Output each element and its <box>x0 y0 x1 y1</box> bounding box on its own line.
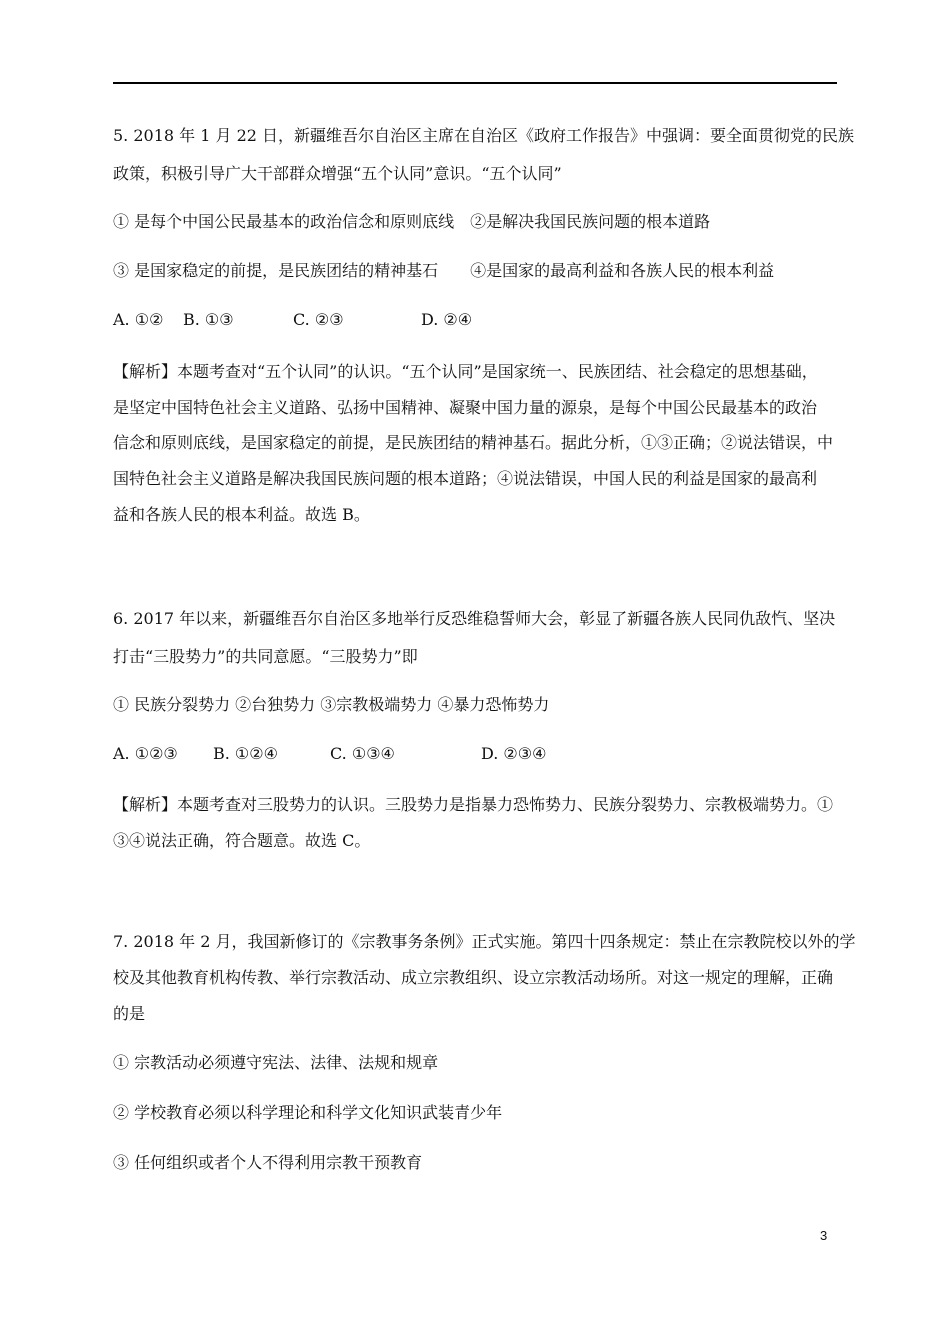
analysis-line: 信念和原则底线，是国家稳定的前提，是民族团结的精神基石。据此分析，①③正确；②说法错误，中 <box>113 433 834 452</box>
option-c: C. ②③ <box>293 310 344 329</box>
question-item: ③ 是国家稳定的前提，是民族团结的精神基石 ④是国家的最高利益和各族人民的根本利益 <box>113 261 775 280</box>
header-rule <box>113 82 837 84</box>
analysis-line: ③④说法正确，符合题意。故选 C。 <box>113 831 371 850</box>
question-stem-line: 政策，积极引导广大干部群众增强“五个认同”意识。“五个认同” <box>113 164 562 183</box>
option-c: C. ①③④ <box>330 744 395 763</box>
option-a: A. ①②③ <box>113 744 178 763</box>
question-stem-line: 打击“三股势力”的共同意愿。“三股势力”即 <box>113 647 418 666</box>
option-a: A. ①② <box>113 310 164 329</box>
analysis-line: 国特色社会主义道路是解决我国民族问题的根本道路；④说法错误，中国人民的利益是国家的最高利 <box>113 469 818 488</box>
option-d: D. ②④ <box>421 310 473 329</box>
question-item: ③ 任何组织或者个人不得利用宗教干预教育 <box>113 1153 423 1172</box>
analysis-line: 【解析】本题考查对三股势力的认识。三股势力是指暴力恐怖势力、民族分裂势力、宗教极端势力。① <box>113 795 834 814</box>
question-stem-line: 5. 2018 年 1 月 22 日，新疆维吾尔自治区主席在自治区《政府工作报告》中强调：要全面贯彻党的民族 <box>113 126 855 145</box>
answer-options <box>113 310 843 330</box>
question-stem-line: 6. 2017 年以来，新疆维吾尔自治区多地举行反恐维稳誓师大会，彰显了新疆各族人民同仇敌忾、坚决 <box>113 609 836 628</box>
option-d: D. ②③④ <box>481 744 547 763</box>
analysis-line: 是坚定中国特色社会主义道路、弘扬中国精神、凝聚中国力量的源泉，是每个中国公民最基本的政治 <box>113 398 818 417</box>
question-stem-line: 校及其他教育机构传教、举行宗教活动、成立宗教组织、设立宗教活动场所。对这一规定的理解，正确 <box>113 968 834 987</box>
question-item: ① 宗教活动必须遵守宪法、法律、法规和规章 <box>113 1053 439 1072</box>
question-stem-line: 7. 2018 年 2 月，我国新修订的《宗教事务条例》正式实施。第四十四条规定：禁止在宗教院校以外的学 <box>113 932 856 951</box>
page-number: 3 <box>820 1228 828 1243</box>
analysis-line: 益和各族人民的根本利益。故选 B。 <box>113 505 370 524</box>
question-stem-line: 的是 <box>113 1004 146 1023</box>
option-b: B. ①②④ <box>213 744 278 763</box>
answer-options <box>113 744 843 764</box>
question-item: ② 学校教育必须以科学理论和科学文化知识武装青少年 <box>113 1103 503 1122</box>
question-item: ① 是每个中国公民最基本的政治信念和原则底线 ②是解决我国民族问题的根本道路 <box>113 212 711 231</box>
question-item: ① 民族分裂势力 ②台独势力 ③宗教极端势力 ④暴力恐怖势力 <box>113 695 550 714</box>
analysis-line: 【解析】本题考查对“五个认同”的认识。“五个认同”是国家统一、民族团结、社会稳定的思想基础， <box>113 362 818 381</box>
option-b: B. ①③ <box>183 310 234 329</box>
